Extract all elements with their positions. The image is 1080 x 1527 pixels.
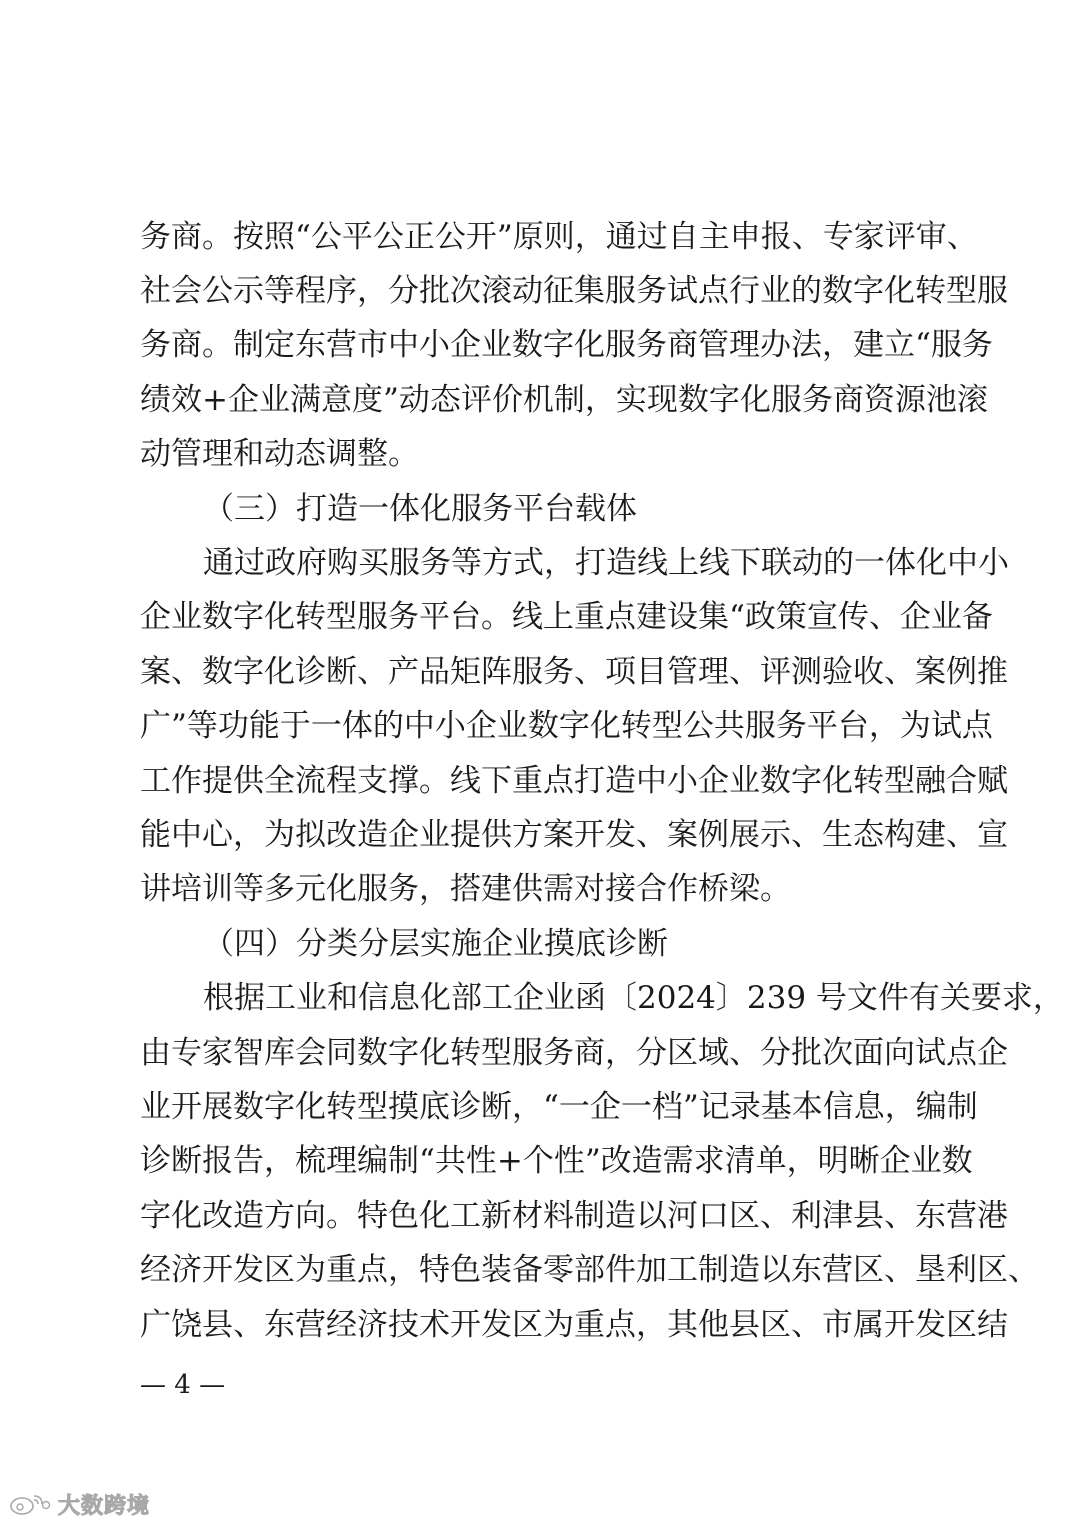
paragraph-line: 广”等功能于一体的中小企业数字化转型公共服务平台，为试点 — [140, 708, 993, 744]
paragraph-line: 诊断报告，梳理编制“共性+个性”改造需求清单，明晰企业数 — [140, 1143, 973, 1179]
watermark — [8, 1488, 150, 1520]
paragraph-line: 字化改造方向。特色化工新材料制造以河口区、利津县、东营港 — [140, 1198, 1008, 1234]
paragraph-line: 案、数字化诊断、产品矩阵服务、项目管理、评测验收、案例推 — [140, 654, 1008, 690]
paragraph-line: 经济开发区为重点，特色装备零部件加工制造以东营区、垦利区、 — [140, 1252, 1039, 1288]
paragraph-line: 绩效+企业满意度”动态评价机制，实现数字化服务商资源池滚 — [140, 382, 988, 418]
paragraph-line: 动管理和动态调整。 — [140, 436, 419, 472]
weibo-logo-icon — [8, 1491, 52, 1517]
paragraph-line: 工作提供全流程支撑。线下重点打造中小企业数字化转型融合赋 — [140, 763, 1008, 799]
paragraph-line: 社会公示等程序，分批次滚动征集服务试点行业的数字化转型服 — [140, 273, 1008, 309]
paragraph-line: 业开展数字化转型摸底诊断，“一企一档”记录基本信息，编制 — [140, 1089, 978, 1125]
paragraph-line: 由专家智库会同数字化转型服务商，分区域、分批次面向试点企 — [140, 1035, 1008, 1071]
paragraph-line: 根据工业和信息化部工企业函〔2024〕239 号文件有关要求， — [203, 980, 1064, 1016]
paragraph-line: 能中心，为拟改造企业提供方案开发、案例展示、生态构建、宣 — [140, 817, 1008, 853]
section-heading-4: （四）分类分层实施企业摸底诊断 — [203, 926, 668, 962]
paragraph-line: 务商。制定东营市中小企业数字化服务商管理办法，建立“服务 — [140, 327, 993, 363]
watermark-text: 大数跨境 — [58, 1493, 151, 1519]
paragraph-line: 企业数字化转型服务平台。线上重点建设集“政策宣传、企业备 — [140, 599, 993, 635]
paragraph-line: 讲培训等多元化服务，搭建供需对接合作桥梁。 — [140, 871, 791, 907]
page-number: — 4 — — [140, 1370, 226, 1400]
paragraph-line: 广饶县、东营经济技术开发区为重点，其他县区、市属开发区结 — [140, 1307, 1008, 1343]
paragraph-line: 通过政府购买服务等方式，打造线上线下联动的一体化中小 — [203, 545, 1009, 581]
section-heading-3: （三）打造一体化服务平台载体 — [203, 491, 637, 527]
paragraph-line: 务商。按照“公平公正公开”原则，通过自主申报、专家评审、 — [140, 219, 978, 255]
